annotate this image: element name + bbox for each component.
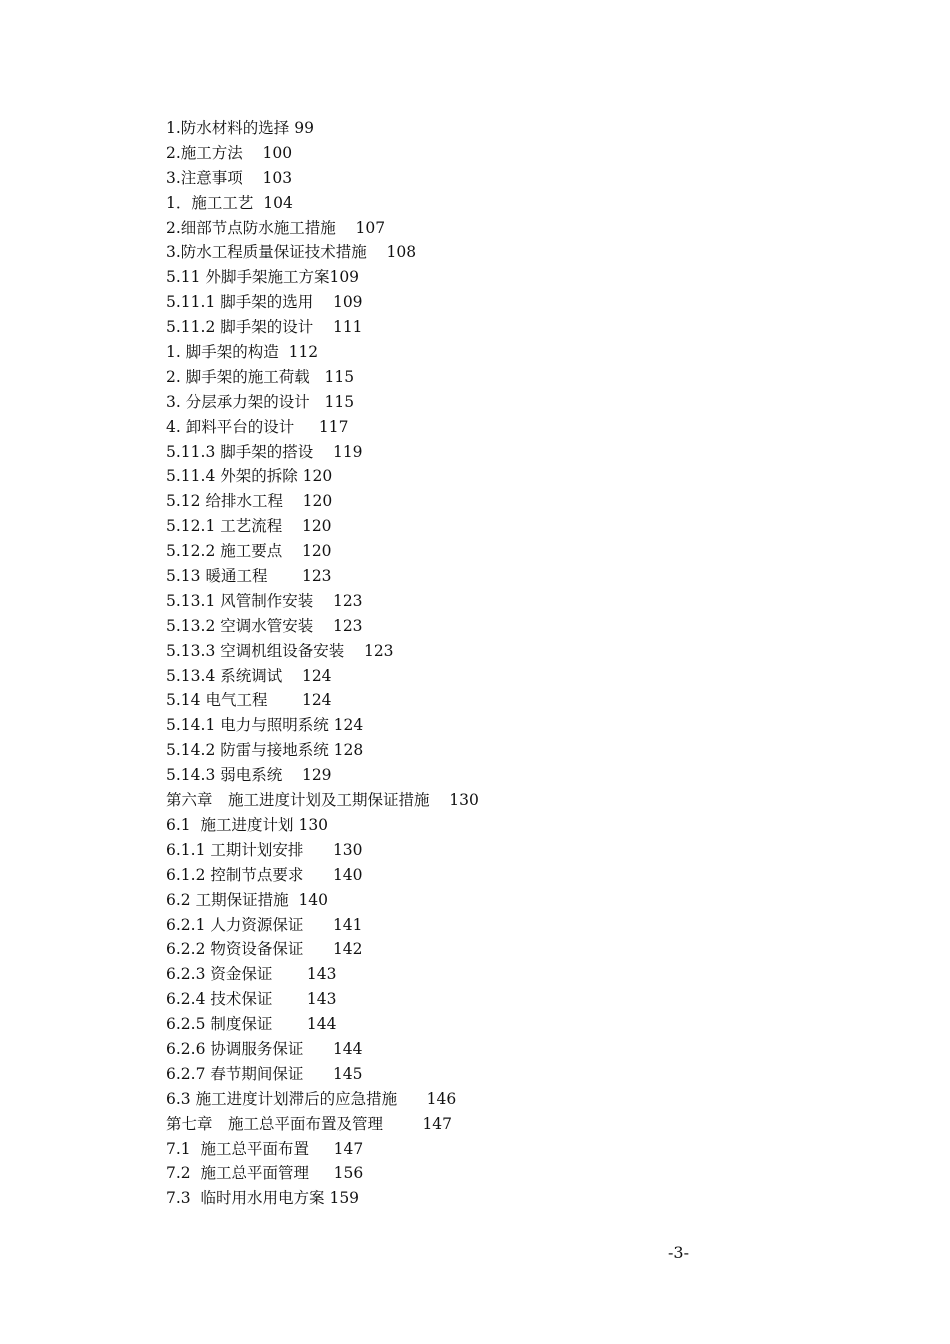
toc-entry-gap <box>267 688 302 713</box>
toc-entry <box>166 464 726 489</box>
toc-entry-gap <box>309 1161 334 1186</box>
toc-entry-title: 5.12 给排水工程 <box>166 492 283 511</box>
toc-entry-page-number: 115 <box>324 392 355 411</box>
toc-entry-title: 5.11.3 脚手架的搭设 <box>166 442 314 461</box>
toc-entry <box>166 116 726 141</box>
toc-entry-gap <box>313 614 333 639</box>
toc-entry <box>166 365 726 390</box>
toc-entry-page-number: 123 <box>332 616 363 635</box>
toc-entry-gap <box>310 390 325 415</box>
toc-entry-page-number: 123 <box>363 641 394 660</box>
toc-entry-page-number: 130 <box>298 815 329 834</box>
toc-entry-title: 6.2.3 资金保证 <box>166 965 273 984</box>
toc-entry-title: 7.3 临时用水用电方案 <box>166 1189 325 1208</box>
toc-entry <box>166 166 726 191</box>
toc-entry <box>166 813 726 838</box>
toc-entry-title: 5.14.2 防雷与接地系统 <box>166 741 329 760</box>
toc-entry-page-number: 143 <box>306 965 337 984</box>
toc-entry-page-number: 120 <box>302 492 333 511</box>
toc-entry-page-number: 123 <box>301 567 332 586</box>
toc-entry-title: 5.14.1 电力与照明系统 <box>166 716 329 735</box>
toc-entry-title: 2.施工方法 <box>166 143 243 162</box>
toc-entry <box>166 913 726 938</box>
toc-entry <box>166 639 726 664</box>
toc-entry-title: 2.细部节点防水施工措施 <box>166 218 336 237</box>
toc-entry-gap <box>282 539 302 564</box>
toc-entry <box>166 1137 726 1162</box>
toc-entry <box>166 514 726 539</box>
toc-entry-title: 6.1.1 工期计划安排 <box>166 840 304 859</box>
toc-entry <box>166 1161 726 1186</box>
toc-entry <box>166 489 726 514</box>
toc-entry-title: 5.11.1 脚手架的选用 <box>166 293 314 312</box>
toc-entry-gap <box>313 290 333 315</box>
toc-entry-title: 1. 脚手架的构造 <box>166 343 279 362</box>
toc-entry-gap <box>243 166 263 191</box>
toc-entry-title: 3.注意事项 <box>166 168 243 187</box>
toc-entry <box>166 1062 726 1087</box>
toc-entry-page-number: 124 <box>301 691 332 710</box>
toc-entry <box>166 265 726 290</box>
toc-entry-title: 第七章 施工总平面布置及管理 <box>166 1114 384 1133</box>
toc-entry-gap <box>303 1062 333 1087</box>
toc-entry-title: 5.11.4 外架的拆除 <box>166 467 298 486</box>
toc-entry-gap <box>279 340 289 365</box>
toc-entry-page-number: 115 <box>324 367 355 386</box>
toc-entry-page-number: 117 <box>318 417 349 436</box>
toc-entry-title: 5.14.3 弱电系统 <box>166 766 283 785</box>
toc-entry <box>166 315 726 340</box>
toc-entry-gap <box>310 365 325 390</box>
toc-entry <box>166 191 726 216</box>
toc-entry-page-number: 108 <box>386 243 417 262</box>
toc-entry-page-number: 130 <box>449 791 479 810</box>
toc-entry-gap <box>289 888 299 913</box>
toc-entry-title: 第六章 施工进度计划及工期保证措施 <box>166 791 430 810</box>
toc-entry-title: 1.防水材料的选择 <box>166 119 290 137</box>
toc-entry-page-number: 99 <box>294 119 314 137</box>
toc-entry-title: 6.1 施工进度计划 <box>166 815 294 834</box>
toc-entry-gap <box>282 514 302 539</box>
toc-entry-gap <box>344 639 364 664</box>
toc-entry-title: 5.13 暖通工程 <box>166 567 268 586</box>
toc-entry-title: 7.2 施工总平面管理 <box>166 1164 310 1183</box>
toc-entry-page-number: 129 <box>301 766 332 785</box>
toc-entry <box>166 713 726 738</box>
toc-entry-page-number: 128 <box>333 741 364 760</box>
toc-entry-page-number: 146 <box>426 1089 457 1108</box>
toc-entry-page-number: 111 <box>332 318 363 337</box>
toc-entry-gap <box>303 838 333 863</box>
toc-entry-gap <box>283 489 303 514</box>
toc-entry-gap <box>294 415 319 440</box>
toc-entry-gap <box>282 664 302 689</box>
toc-entry-page-number: 100 <box>262 143 293 162</box>
toc-entry-title: 6.2.7 春节期间保证 <box>166 1064 304 1083</box>
toc-entry-title: 1．施工工艺 <box>166 193 254 212</box>
toc-entry-title: 3.防水工程质量保证技术措施 <box>166 243 367 262</box>
toc-entry <box>166 1112 726 1137</box>
toc-entry <box>166 788 726 813</box>
toc-entry <box>166 1037 726 1062</box>
toc-entry <box>166 390 726 415</box>
toc-entry-title: 6.1.2 控制节点要求 <box>166 865 304 884</box>
toc-entry-page-number: 147 <box>333 1139 364 1158</box>
toc-entry-page-number: 140 <box>332 865 363 884</box>
toc-entry <box>166 763 726 788</box>
toc-entry-page-number: 109 <box>332 293 363 312</box>
toc-entry-title: 5.13.2 空调水管安装 <box>166 616 314 635</box>
toc-entry-title: 5.12.2 施工要点 <box>166 542 283 561</box>
toc-entry-page-number: 156 <box>333 1164 364 1183</box>
page-number: -3- <box>668 1243 689 1262</box>
toc-entry <box>166 415 726 440</box>
toc-entry-gap <box>336 216 356 241</box>
toc-entry-gap <box>397 1087 427 1112</box>
table-of-contents <box>166 116 726 1211</box>
toc-entry <box>166 539 726 564</box>
toc-entry-page-number: 124 <box>333 716 364 735</box>
toc-entry-page-number: 120 <box>301 542 332 561</box>
toc-entry <box>166 987 726 1012</box>
toc-entry <box>166 664 726 689</box>
toc-entry-gap <box>272 1012 307 1037</box>
toc-entry-title: 6.3 施工进度计划滞后的应急措施 <box>166 1089 398 1108</box>
toc-entry-title: 6.2 工期保证措施 <box>166 890 289 909</box>
toc-entry-title: 6.2.2 物资设备保证 <box>166 940 304 959</box>
toc-entry-title: 5.13.3 空调机组设备安装 <box>166 641 345 660</box>
toc-entry-title: 5.14 电气工程 <box>166 691 268 710</box>
toc-entry <box>166 962 726 987</box>
toc-entry-page-number: 143 <box>306 990 337 1009</box>
toc-entry <box>166 340 726 365</box>
toc-entry <box>166 589 726 614</box>
toc-entry-page-number: 130 <box>332 840 363 859</box>
toc-entry-gap <box>303 863 333 888</box>
toc-entry-title: 5.11 外脚手架施工方案 <box>166 268 330 287</box>
toc-entry-gap <box>367 240 387 265</box>
toc-entry <box>166 937 726 962</box>
toc-entry-title: 3. 分层承力架的设计 <box>166 392 310 411</box>
toc-entry-gap <box>253 191 263 216</box>
toc-entry <box>166 863 726 888</box>
toc-entry-page-number: 124 <box>301 666 332 685</box>
toc-entry-gap <box>303 1037 333 1062</box>
toc-entry-title: 7.1 施工总平面布置 <box>166 1139 310 1158</box>
toc-entry-gap <box>282 763 302 788</box>
toc-entry <box>166 1012 726 1037</box>
toc-entry-gap <box>383 1112 422 1137</box>
toc-entry-page-number: 107 <box>355 218 386 237</box>
toc-entry <box>166 240 726 265</box>
toc-entry-gap <box>267 564 302 589</box>
toc-entry-title: 5.13.1 风管制作安装 <box>166 591 314 610</box>
toc-entry <box>166 1087 726 1112</box>
toc-entry-page-number: 142 <box>332 940 363 959</box>
toc-entry-title: 6.2.6 协调服务保证 <box>166 1039 304 1058</box>
toc-entry-gap <box>272 962 307 987</box>
toc-entry-page-number: 147 <box>422 1114 453 1133</box>
toc-entry-page-number: 120 <box>301 517 332 536</box>
toc-entry-gap <box>313 589 333 614</box>
toc-entry-gap <box>303 913 333 938</box>
toc-entry-page-number: 109 <box>329 268 360 287</box>
toc-entry-gap <box>430 788 450 813</box>
toc-entry <box>166 738 726 763</box>
toc-entry-page-number: 104 <box>263 193 293 212</box>
toc-entry-page-number: 144 <box>306 1015 337 1034</box>
toc-entry <box>166 290 726 315</box>
toc-entry <box>166 838 726 863</box>
toc-entry-title: 2. 脚手架的施工荷载 <box>166 367 310 386</box>
toc-entry-title: 6.2.4 技术保证 <box>166 990 273 1009</box>
toc-entry-page-number: 120 <box>302 467 333 486</box>
toc-entry <box>166 216 726 241</box>
toc-entry-page-number: 159 <box>329 1189 360 1208</box>
toc-entry-page-number: 141 <box>332 915 363 934</box>
toc-entry-title: 5.11.2 脚手架的设计 <box>166 318 314 337</box>
toc-entry-page-number: 103 <box>262 168 293 187</box>
toc-entry <box>166 688 726 713</box>
toc-entry-gap <box>313 440 333 465</box>
toc-entry-gap <box>303 937 333 962</box>
toc-entry <box>166 564 726 589</box>
toc-entry <box>166 888 726 913</box>
toc-entry-title: 4. 卸料平台的设计 <box>166 417 295 436</box>
toc-entry-gap <box>309 1137 334 1162</box>
toc-entry-title: 5.12.1 工艺流程 <box>166 517 283 536</box>
toc-entry-page-number: 144 <box>332 1039 363 1058</box>
toc-entry-gap <box>272 987 307 1012</box>
toc-entry-page-number: 145 <box>332 1064 363 1083</box>
toc-entry-page-number: 119 <box>332 442 363 461</box>
toc-entry-page-number: 112 <box>288 343 319 362</box>
toc-entry <box>166 1186 726 1211</box>
toc-entry-page-number: 123 <box>332 591 363 610</box>
toc-entry-gap <box>313 315 333 340</box>
toc-entry-page-number: 140 <box>298 890 329 909</box>
toc-entry-title: 6.2.1 人力资源保证 <box>166 915 304 934</box>
toc-entry-gap <box>243 141 263 166</box>
toc-entry <box>166 141 726 166</box>
toc-entry-title: 6.2.5 制度保证 <box>166 1015 273 1034</box>
toc-entry <box>166 440 726 465</box>
toc-entry <box>166 614 726 639</box>
toc-entry-title: 5.13.4 系统调试 <box>166 666 283 685</box>
